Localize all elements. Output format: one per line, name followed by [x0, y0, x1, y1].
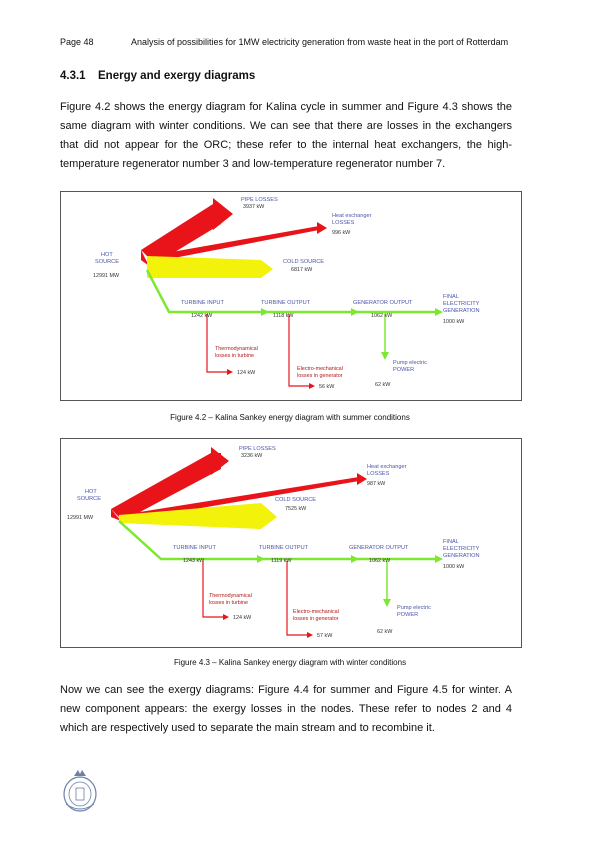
turbine-output-value: 1119 kW [271, 558, 292, 564]
pump-label-b: POWER [393, 367, 415, 373]
generator-output-value: 1062 kW [369, 558, 391, 564]
hot-source-label-b: SOURCE [95, 259, 119, 265]
hx-losses-label-a: Heat exchanger [332, 213, 372, 219]
university-seal-icon [58, 768, 102, 816]
pump-value: 62 kW [377, 629, 393, 635]
hot-source-label-a: HOT [101, 252, 113, 258]
pump-flow-arrow [383, 599, 391, 607]
turbine-output-arrow [257, 555, 265, 563]
turbine-input-value: 1242 kW [191, 313, 213, 319]
generator-output-arrow [351, 308, 359, 316]
hx-losses-arrow [357, 473, 367, 485]
thermo-losses-value: 124 kW [233, 615, 252, 621]
pump-label-a: Pump electric [397, 605, 431, 611]
electro-losses-arrow [307, 632, 313, 638]
turbine-output-arrow [261, 308, 269, 316]
cold-source-value: 7525 kW [285, 506, 307, 512]
thermo-losses-label-b: losses in turbine [215, 353, 254, 359]
body-paragraph-2: Now we can see the exergy diagrams: Figure 4.4 for summer and Figure 4.5 for winter. A new component appears: the exergy losses in the nodes. These refer to nodes 2 and 4 which are respectively used to separate the main stream and to recombine it. [60, 684, 512, 734]
pipe-losses-label: PIPE LOSSES [241, 197, 278, 203]
figure-4-3-sankey [60, 438, 522, 648]
thermo-losses-arrow [223, 614, 229, 620]
section-title: Energy and exergy diagrams [98, 70, 256, 82]
pump-label-b: POWER [397, 612, 419, 618]
final-label-a: FINAL [443, 294, 459, 300]
figure-4-3-caption: Figure 4.3 – Kalina Sankey energy diagram with winter conditions [173, 658, 407, 667]
final-label-a: FINAL [443, 539, 459, 545]
power-flow-line [119, 521, 437, 559]
section-heading [60, 70, 255, 82]
turbine-input-label: TURBINE INPUT [173, 545, 216, 551]
cold-source-label: COLD SOURCE [283, 259, 325, 265]
final-label-c: GENERATION [443, 308, 480, 314]
figure-4-2-sankey [60, 191, 522, 401]
figure-4-2-caption: Figure 4.2 – Kalina Sankey energy diagram with summer conditions [170, 413, 410, 422]
power-flow-arrow [435, 308, 443, 316]
sankey-diagram-summer [61, 192, 521, 400]
turbine-output-label: TURBINE OUTPUT [259, 545, 309, 551]
turbine-output-value: 1118 kW [273, 313, 294, 319]
thermo-losses-label-b: losses in turbine [209, 600, 248, 606]
generator-output-label: GENERATOR OUTPUT [353, 300, 413, 306]
pump-flow-arrow [381, 352, 389, 360]
thermo-losses-label-a: Thermodynamical [209, 593, 252, 599]
pipe-losses-value: 3937 kW [243, 204, 265, 210]
final-value: 1000 kW [443, 319, 465, 325]
thermo-losses-arrow [227, 369, 233, 375]
thermo-losses-line [207, 314, 229, 372]
hx-losses-value: 987 kW [367, 481, 386, 487]
hot-source-label-b: SOURCE [77, 496, 101, 502]
electro-losses-value: 56 kW [319, 384, 335, 390]
hx-losses-arrow [317, 222, 327, 234]
generator-output-value: 1062 kW [371, 313, 393, 319]
power-flow-arrow [435, 555, 443, 563]
cold-source-flow [147, 256, 273, 278]
final-label-c: GENERATION [443, 553, 480, 559]
final-label-b: ELECTRICITY [443, 546, 480, 552]
running-header: Analysis of possibilities for 1MW electricity generation from waste heat in the port of Rotterdam [131, 37, 509, 47]
electro-losses-line [287, 561, 309, 635]
hx-losses-label-a: Heat exchanger [367, 464, 407, 470]
hot-source-value: 12991 MW [67, 515, 94, 521]
turbine-input-label: TURBINE INPUT [181, 300, 224, 306]
section-number: 4.3.1 [60, 70, 86, 82]
thermo-losses-line [203, 561, 225, 617]
pipe-losses-arrow [213, 198, 233, 230]
hot-source-value: 12991 MW [93, 273, 120, 279]
electro-losses-label-a: Electro-mechanical [293, 609, 339, 615]
body-paragraph-1: Figure 4.2 shows the energy diagram for Kalina cycle in summer and Figure 4.3 shows the same diagram with winter conditions. We can see that there are losses in the exchangers that did not appear for the ORC; these refer to the internal heat exchangers, the high-temperature regenerator number 3 and low-temperature regenerator number 7. [60, 101, 512, 170]
final-value: 1000 kW [443, 564, 465, 570]
final-label-b: ELECTRICITY [443, 301, 480, 307]
hx-losses-label-b: LOSSES [332, 220, 355, 226]
electro-losses-value: 57 kW [317, 633, 333, 639]
thermo-losses-value: 124 kW [237, 370, 256, 376]
pipe-losses-label: PIPE LOSSES [239, 446, 276, 452]
pipe-losses-arrow [211, 447, 229, 475]
cold-source-label: COLD SOURCE [275, 497, 317, 503]
hot-source-label-a: HOT [85, 489, 97, 495]
electro-losses-arrow [309, 383, 315, 389]
pipe-losses-value: 3236 kW [241, 453, 263, 459]
sankey-diagram-winter [61, 439, 521, 647]
electro-losses-label-a: Electro-mechanical [297, 366, 343, 372]
turbine-output-label: TURBINE OUTPUT [261, 300, 311, 306]
turbine-input-value: 1243 kW [183, 558, 205, 564]
pump-label-a: Pump electric [393, 360, 427, 366]
electro-losses-label-b: losses in generator [297, 373, 343, 379]
pump-value: 62 kW [375, 382, 391, 388]
thermo-losses-label-a: Thermodynamical [215, 346, 258, 352]
generator-output-label: GENERATOR OUTPUT [349, 545, 409, 551]
cold-source-value: 6817 kW [291, 267, 313, 273]
electro-losses-label-b: losses in generator [293, 616, 339, 622]
hx-losses-value: 996 kW [332, 230, 351, 236]
page-number: Page 48 [60, 37, 94, 47]
generator-output-arrow [351, 555, 359, 563]
hx-losses-label-b: LOSSES [367, 471, 390, 477]
